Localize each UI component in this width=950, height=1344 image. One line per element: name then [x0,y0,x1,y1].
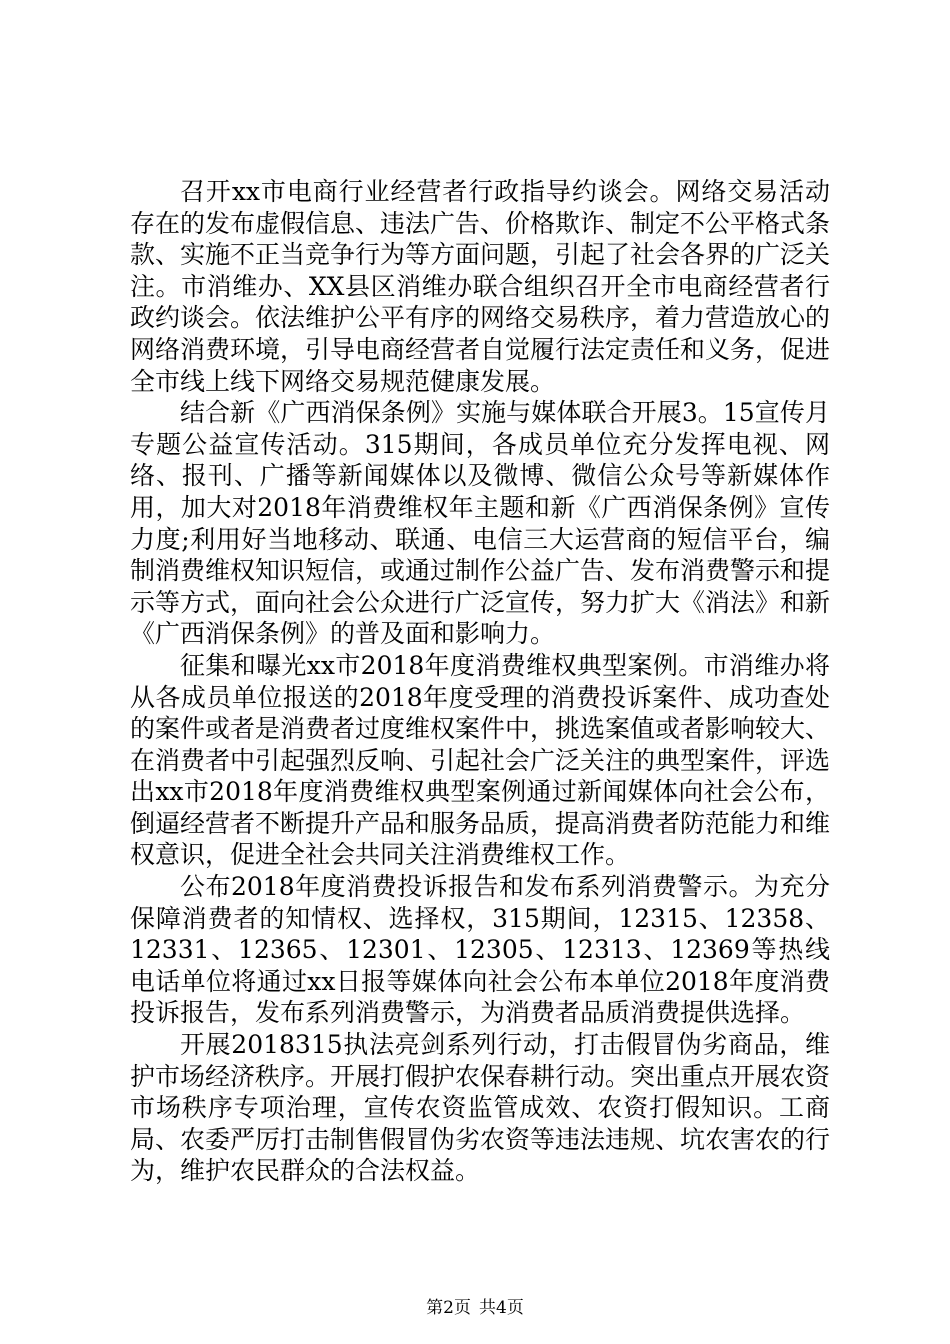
page-footer [0,1298,950,1318]
page-total: 共4页 [479,1298,524,1318]
paragraph: 征集和曝光xx市2018年度消费维权典型案例。市消维办将从各成员单位报送的2018年度受理的消费投诉案件、成功查处的案件或者是消费者过度维权案件中，挑选案值或者影响较大、在消费者中引起强烈反响、引起社会广泛关注的典型案件，评选出xx市2018年度消费维权典型案例通过新闻媒体向社会公布，倒逼经营者不断提升产品和服务品质，提高消费者防范能力和维权意识，促进全社会共同关注消费维权工作。 [130,650,831,870]
paragraph: 开展2018315执法亮剑系列行动，打击假冒伪劣商品，维护市场经济秩序。开展打假护农保春耕行动。突出重点开展农资市场秩序专项治理，宣传农资监管成效、农资打假知识。工商局、农委严厉打击制售假冒伪劣农资等违法违规、坑农害农的行为，维护农民群众的合法权益。 [130,1030,831,1186]
paragraph: 公布2018年度消费投诉报告和发布系列消费警示。为充分保障消费者的知情权、选择权，315期间，12315、12358、12331、12365、12301、12305、12313、12369等热线电话单位将通过xx日报等媒体向社会公布本单位2018年度消费投诉报告，发布系列消费警示，为消费者品质消费提供选择。 [130,872,830,1028]
paragraph: 召开xx市电商行业经营者行政指导约谈会。网络交易活动存在的发布虚假信息、违法广告、价格欺诈、制定不公平格式条款、实施不正当竞争行为等方面问题，引起了社会各界的广泛关注。市消维办、XX县区消维办联合组织召开全市电商经营者行政约谈会。依法维护公平有序的网络交易秩序，着力营造放心的网络消费环境，引导电商经营者自觉履行法定责任和义务，促进全市线上线下网络交易规范健康发展。 [130,177,831,396]
document-body [130,176,830,1187]
page-number: 第2页 [426,1298,471,1318]
paragraph: 结合新《广西消保条例》实施与媒体联合开展3。15宣传月专题公益宣传活动。315期间，各成员单位充分发挥电视、网络、报刊、广播等新闻媒体以及微博、微信公众号等新媒体作用，加大对2018年消费维权年主题和新《广西消保条例》宣传力度;利用好当地移动、联通、电信三大运营商的短信平台，编制消费维权知识短信，或通过制作公益广告、发布消费警示和提示等方式，面向社会公众进行广泛宣传，努力扩大《消法》和新《广西消保条例》的普及面和影响力。 [130,398,831,649]
